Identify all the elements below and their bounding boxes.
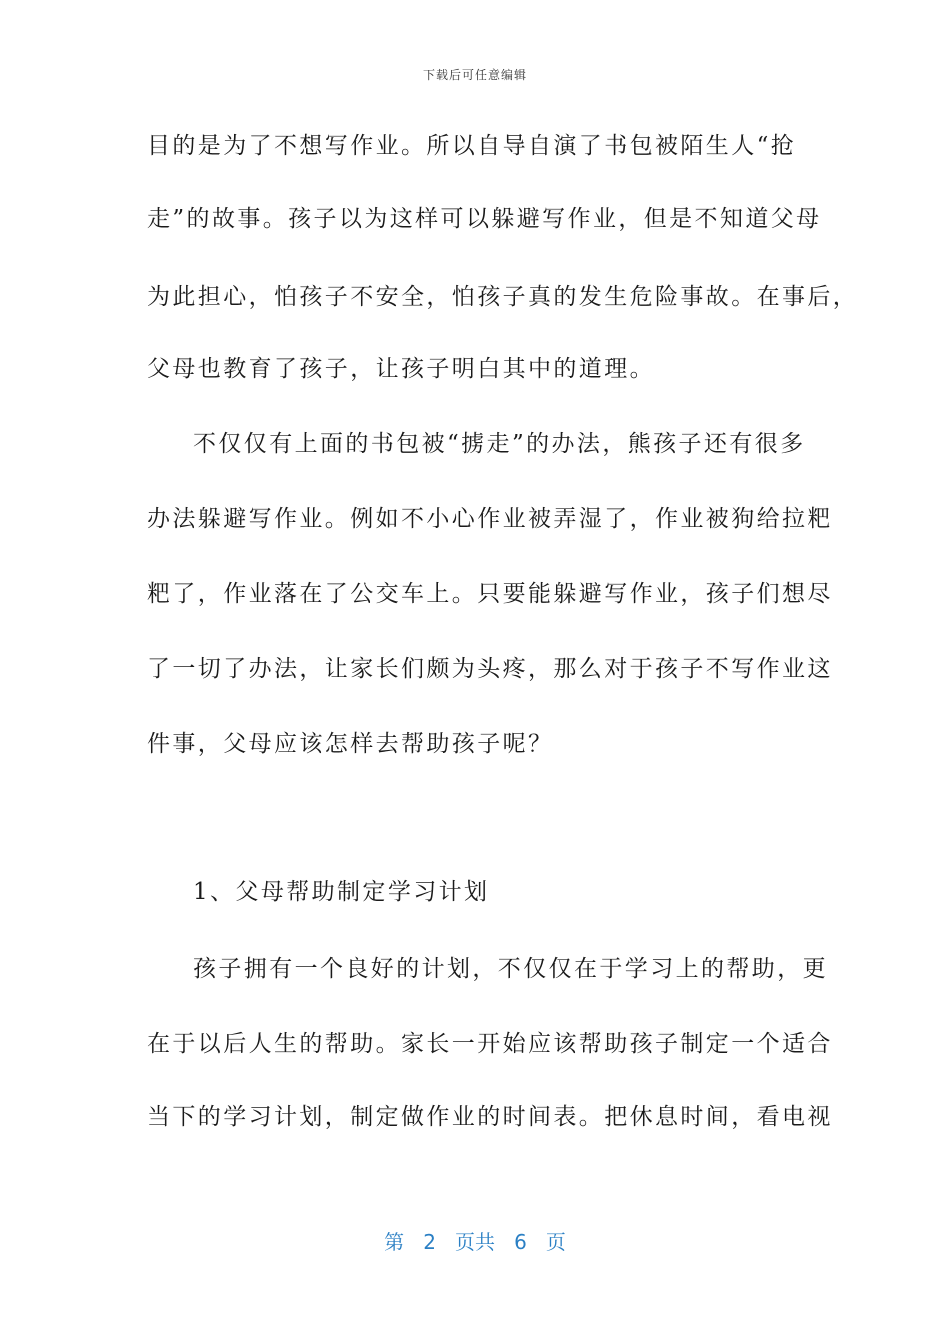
paragraph-line: 不仅仅有上面的书包被“掳走”的办法，熊孩子还有很多: [193, 431, 806, 457]
footer-suffix: 页: [545, 1230, 566, 1254]
paragraph-line: 孩子拥有一个良好的计划，不仅仅在于学习上的帮助，更: [193, 956, 828, 982]
paragraph-line: 当下的学习计划，制定做作业的时间表。把休息时间，看电视: [147, 1104, 833, 1130]
paragraph-line: 目的是为了不想写作业。所以自导自演了书包被陌生人“抢: [147, 133, 797, 159]
footer-total-pages: 6: [514, 1230, 527, 1254]
footer-current-page: 2: [423, 1230, 436, 1254]
paragraph-line: 父母也教育了孩子，让孩子明白其中的道理。: [147, 356, 655, 382]
section-heading: 1、父母帮助制定学习计划: [193, 879, 490, 905]
paragraph-line: 为此担心，怕孩子不安全，怕孩子真的发生危险事故。在事后，: [147, 284, 859, 310]
paragraph-line: 办法躲避写作业。例如不小心作业被弄湿了，作业被狗给拉粑: [147, 506, 833, 532]
footer-prefix: 第: [384, 1230, 405, 1254]
paragraph-line: 件事，父母应该怎样去帮助孩子呢？: [147, 731, 554, 757]
header-note: 下载后可任意编辑: [422, 68, 527, 82]
paragraph-line: 了一切了办法，让家长们颇为头疼，那么对于孩子不写作业这: [147, 656, 833, 682]
footer-middle: 页共: [455, 1230, 495, 1254]
paragraph-line: 走”的故事。孩子以为这样可以躲避写作业，但是不知道父母: [147, 206, 822, 232]
paragraph-line: 粑了，作业落在了公交车上。只要能躲避写作业，孩子们想尽: [147, 581, 833, 607]
paragraph-line: 在于以后人生的帮助。家长一开始应该帮助孩子制定一个适合: [147, 1031, 833, 1057]
page-number-footer: [0, 1226, 950, 1255]
